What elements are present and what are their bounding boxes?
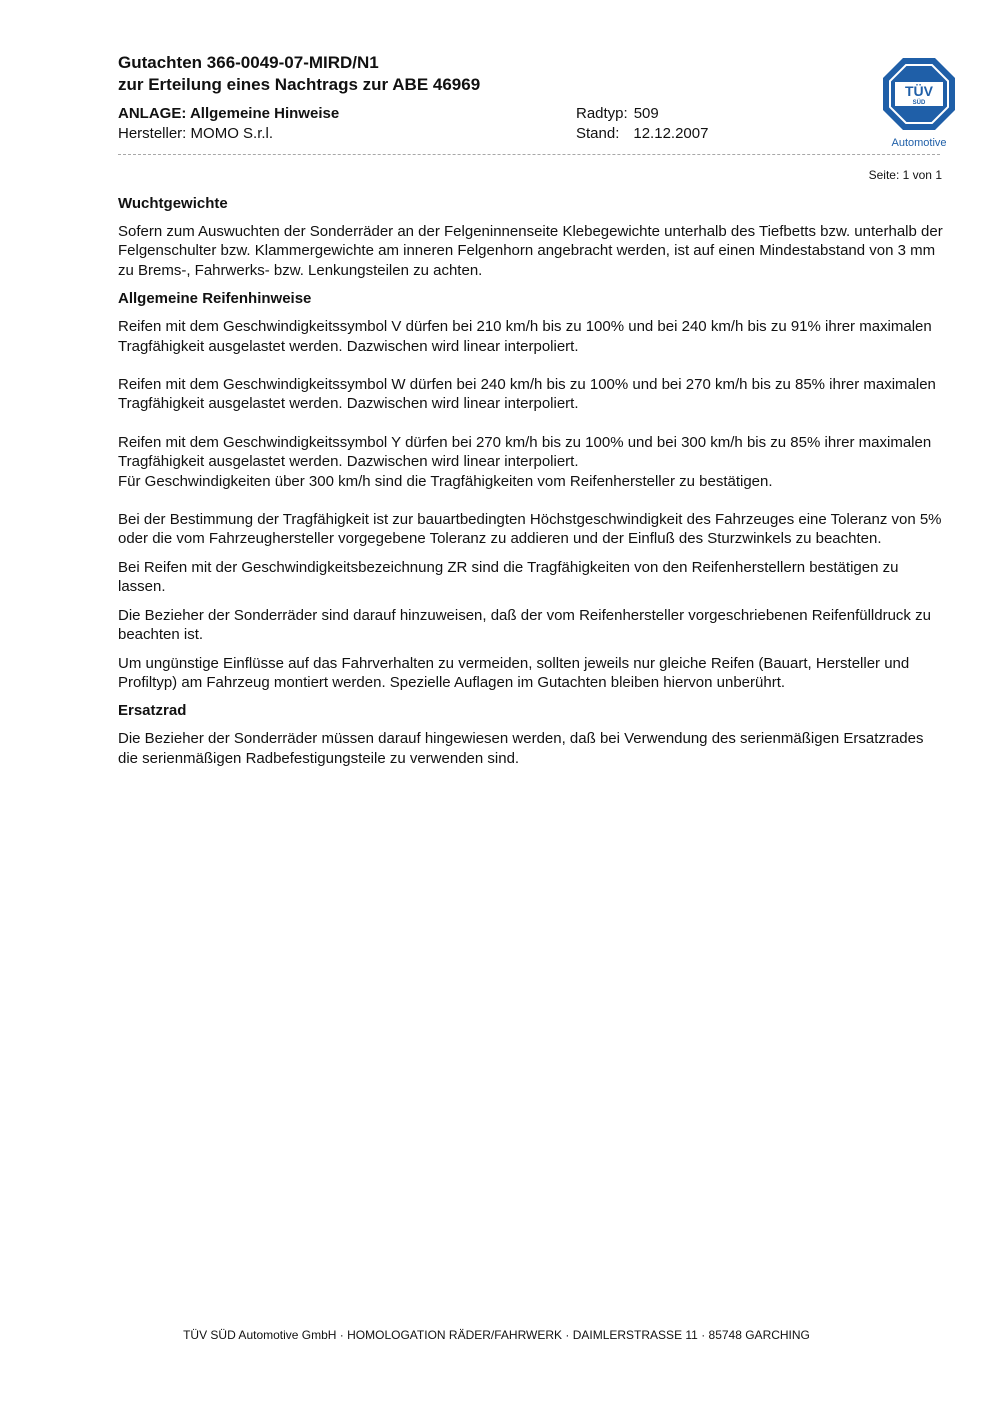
- logo-text: TÜV: [905, 83, 933, 99]
- header-row-anlage: [118, 104, 878, 124]
- document-title-line1: Gutachten 366-0049-07-MIRD/N1: [118, 53, 379, 72]
- paragraph-ersatzrad: Die Bezieher der Sonderräder müssen darauf hingewiesen werden, daß bei Verwendung des serienmäßigen Ersatzrades die serienmäßigen Radbefestigungsteile zu verwenden sind.: [118, 730, 924, 767]
- header-row-hersteller: [118, 124, 878, 144]
- paragraph-speed-w: Reifen mit dem Geschwindigkeitssymbol W dürfen bei 240 km/h bis zu 100% und bei 270 km/h bis zu 85% ihrer maximalen Tragfähigkeit ausgelastet werden. Dazwischen wird linear interpoliert.: [118, 376, 936, 413]
- radtyp-value: 509: [633, 105, 659, 122]
- logo-caption: Automotive: [891, 137, 947, 149]
- paragraph-wuchtgewichte: Sofern zum Auswuchten der Sonderräder an der Felgeninnenseite Klebegewichte unterhalb des Tiefbetts bzw. unterhalb der Felgenschulter bzw. Klammergewichte am inneren Felgenhorn angebracht werden, ist auf einen Mindestabstand von 3 mm zu Brems-, Fahrwerks- bzw. Lenkungsteilen zu achten.: [118, 223, 943, 279]
- tuv-sud-logo: [879, 56, 959, 152]
- hersteller-value: MOMO S.r.l.: [190, 125, 274, 142]
- logo-sub: SÜD: [912, 100, 926, 106]
- section-heading-wuchtgewichte: Wuchtgewichte: [118, 195, 228, 212]
- paragraph-gleiche-reifen: Um ungünstige Einflüsse auf das Fahrverhalten zu vermeiden, sollten jeweils nur gleiche Reifen (Bauart, Hersteller und Profiltyp) am Fahrzeug montiert werden. Spezielle Auflagen im Gutachten bleiben hiervon unberührt.: [118, 654, 910, 691]
- stand-value: 12.12.2007: [633, 125, 709, 142]
- hersteller-label: Hersteller:: [118, 125, 187, 142]
- paragraph-tragfaehigkeit: Bei der Bestimmung der Tragfähigkeit ist zur bauartbedingten Höchstgeschwindigkeit des Fahrzeuges eine Toleranz von 5% oder die vom Fahrzeughersteller vorgegebene Toleranz zu addieren und der Einfluß des Sturzwinkels zu beachten.: [118, 511, 942, 548]
- anlage-label: ANLAGE:: [118, 105, 187, 122]
- section-heading-reifenhinweise: Allgemeine Reifenhinweise: [118, 290, 312, 308]
- header-divider: [118, 154, 940, 155]
- stand-label: Stand:: [576, 125, 620, 142]
- paragraph-over-300: Für Geschwindigkeiten über 300 km/h sind die Tragfähigkeiten vom Reifenhersteller zu bestätigen.: [118, 472, 773, 490]
- radtyp-label: Radtyp:: [576, 105, 628, 122]
- anlage-value: Allgemeine Hinweise: [189, 105, 340, 122]
- document-header: [118, 52, 878, 144]
- paragraph-fuelldruck: Die Bezieher der Sonderräder sind darauf hinzuweisen, daß der vom Reifenhersteller vorgeschriebenen Reifenfülldruck zu beachten ist.: [118, 606, 931, 644]
- document-body: [118, 194, 944, 777]
- paragraph-speed-v: Reifen mit dem Geschwindigkeitssymbol V dürfen bei 210 km/h bis zu 100% und bei 240 km/h bis zu 91% ihrer maximalen Tragfähigkeit ausgelastet werden. Dazwischen wird linear interpoliert.: [118, 318, 932, 355]
- section-heading-ersatzrad: Ersatzrad: [118, 702, 187, 720]
- paragraph-zr: Bei Reifen mit der Geschwindigkeitsbezeichnung ZR sind die Tragfähigkeiten von den Reifenherstellern bestätigen zu lassen.: [118, 558, 899, 596]
- page-number: Seite: 1 von 1: [868, 168, 942, 182]
- paragraph-speed-y: Reifen mit dem Geschwindigkeitssymbol Y dürfen bei 270 km/h bis zu 100% und bei 300 km/h bis zu 85% ihrer maximalen Tragfähigkeit ausgelastet werden. Dazwischen wird linear interpoliert.: [118, 433, 932, 471]
- page-footer: TÜV SÜD Automotive GmbH · HOMOLOGATION RÄDER/FAHRWERK · DAIMLERSTRASSE 11 · 85748 GARCHING: [183, 1328, 810, 1342]
- document-title-line2: zur Erteilung eines Nachtrags zur ABE 46969: [118, 75, 481, 94]
